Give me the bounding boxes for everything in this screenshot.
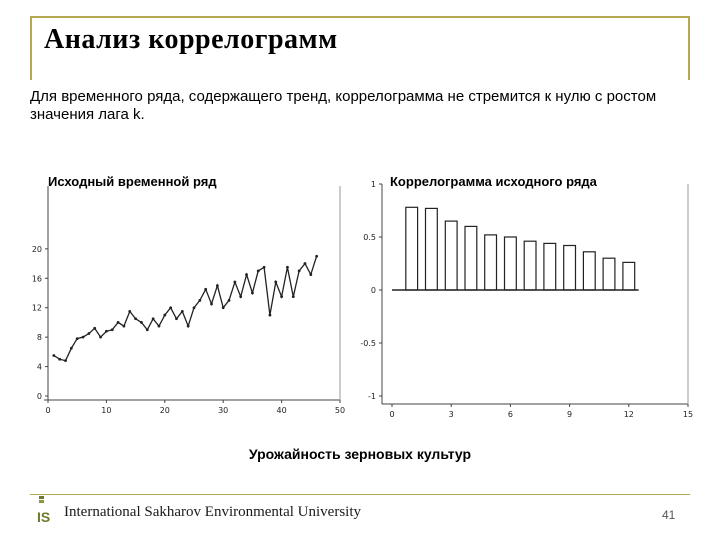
series-point [210, 303, 213, 306]
series-x-tick-label: 20 [159, 406, 170, 415]
correlogram-bar [505, 237, 517, 290]
series-point [52, 354, 55, 357]
series-x-tick-label: 40 [276, 406, 287, 415]
series-point [292, 295, 295, 298]
series-point [245, 273, 248, 276]
chart-title-correlogram: Коррелограмма исходного ряда [390, 174, 597, 189]
series-point [304, 262, 307, 265]
series-point [257, 270, 260, 273]
correlogram-x-tick-label: 6 [507, 410, 513, 419]
series-y-tick-label: 16 [31, 274, 42, 284]
page-number: 41 [662, 508, 676, 522]
series-point [175, 317, 178, 320]
chart-title-series: Исходный временной ряд [48, 174, 217, 189]
correlogram-x-tick-label: 12 [623, 410, 634, 419]
series-point [181, 310, 184, 313]
series-point [280, 295, 283, 298]
series-y-tick-label: 0 [36, 392, 42, 401]
correlogram-y-tick-label: -0.5 [360, 339, 376, 348]
footer-divider [30, 494, 690, 495]
series-x-tick-label: 30 [218, 406, 229, 415]
series-point [204, 288, 207, 291]
series-point [187, 325, 190, 328]
series-point [99, 336, 102, 339]
university-logo-icon [36, 496, 58, 526]
correlogram-bar [564, 246, 576, 291]
correlogram-x-tick-label: 3 [448, 410, 454, 419]
svg-text:IS: IS [37, 509, 51, 525]
series-y-tick-label: 12 [31, 303, 42, 313]
series-point [146, 328, 149, 331]
series-point [274, 281, 277, 284]
series-point [158, 325, 161, 328]
series-point [123, 325, 126, 328]
correlogram-bar [623, 262, 635, 290]
series-line [54, 256, 317, 361]
correlogram-y-tick-label: 0.5 [363, 233, 376, 242]
series-point [82, 336, 85, 339]
series-point [76, 337, 79, 340]
correlogram-bar [544, 243, 556, 290]
series-point [216, 284, 219, 287]
series-point [169, 306, 172, 309]
series-point [105, 330, 108, 333]
series-point [93, 327, 96, 330]
intro-text: Для временного ряда, содержащего тренд, коррелограмма не стремится к нулю с ростом значения лага k. [30, 88, 657, 123]
series-point [163, 314, 166, 317]
series-y-tick-label: 4 [36, 362, 42, 372]
correlogram-bar [583, 252, 595, 290]
series-point [198, 299, 201, 302]
series-point [239, 295, 242, 298]
correlogram-bar [445, 221, 457, 290]
series-point [87, 332, 90, 335]
series-point [309, 273, 312, 276]
correlogram-bar [465, 226, 477, 290]
correlogram-y-tick-label: -1 [368, 392, 376, 401]
series-point [228, 299, 231, 302]
series-point [70, 347, 73, 350]
series-point [251, 292, 254, 295]
series-point [263, 266, 266, 269]
series-x-tick-label: 50 [334, 406, 346, 415]
series-point [233, 281, 236, 284]
series-point [111, 328, 114, 331]
series-point [140, 321, 143, 324]
series-point [222, 306, 225, 309]
correlogram-y-tick-label: 0 [370, 286, 376, 295]
correlogram-x-tick-label: 0 [389, 410, 395, 419]
footer-university: International Sakharov Environmental University [64, 504, 362, 520]
series-point [286, 266, 289, 269]
correlogram-bar [485, 235, 497, 290]
correlogram-bar [603, 258, 615, 290]
slide-title: Анализ коррелограмм [44, 24, 338, 55]
series-point [58, 358, 61, 361]
series-x-tick-label: 10 [101, 406, 112, 415]
series-point [117, 321, 120, 324]
correlogram-y-tick-label: 1 [370, 180, 376, 189]
correlogram-x-tick-label: 15 [682, 410, 694, 419]
series-point [152, 317, 155, 320]
series-point [128, 310, 131, 313]
series-point [298, 270, 301, 273]
series-point [269, 314, 272, 317]
series-point [315, 255, 318, 258]
series-point [193, 306, 196, 309]
series-y-tick-label: 20 [31, 244, 42, 254]
series-point [134, 317, 137, 320]
correlogram-bar [524, 241, 536, 290]
correlogram-bar [426, 208, 438, 290]
series-x-tick-label: 0 [45, 406, 51, 415]
series-point [64, 359, 67, 362]
series-y-tick-label: 8 [36, 333, 42, 343]
correlogram-x-tick-label: 9 [567, 410, 573, 419]
chart-caption: Урожайность зерновых культур [248, 446, 472, 462]
correlogram-bar [406, 207, 418, 290]
